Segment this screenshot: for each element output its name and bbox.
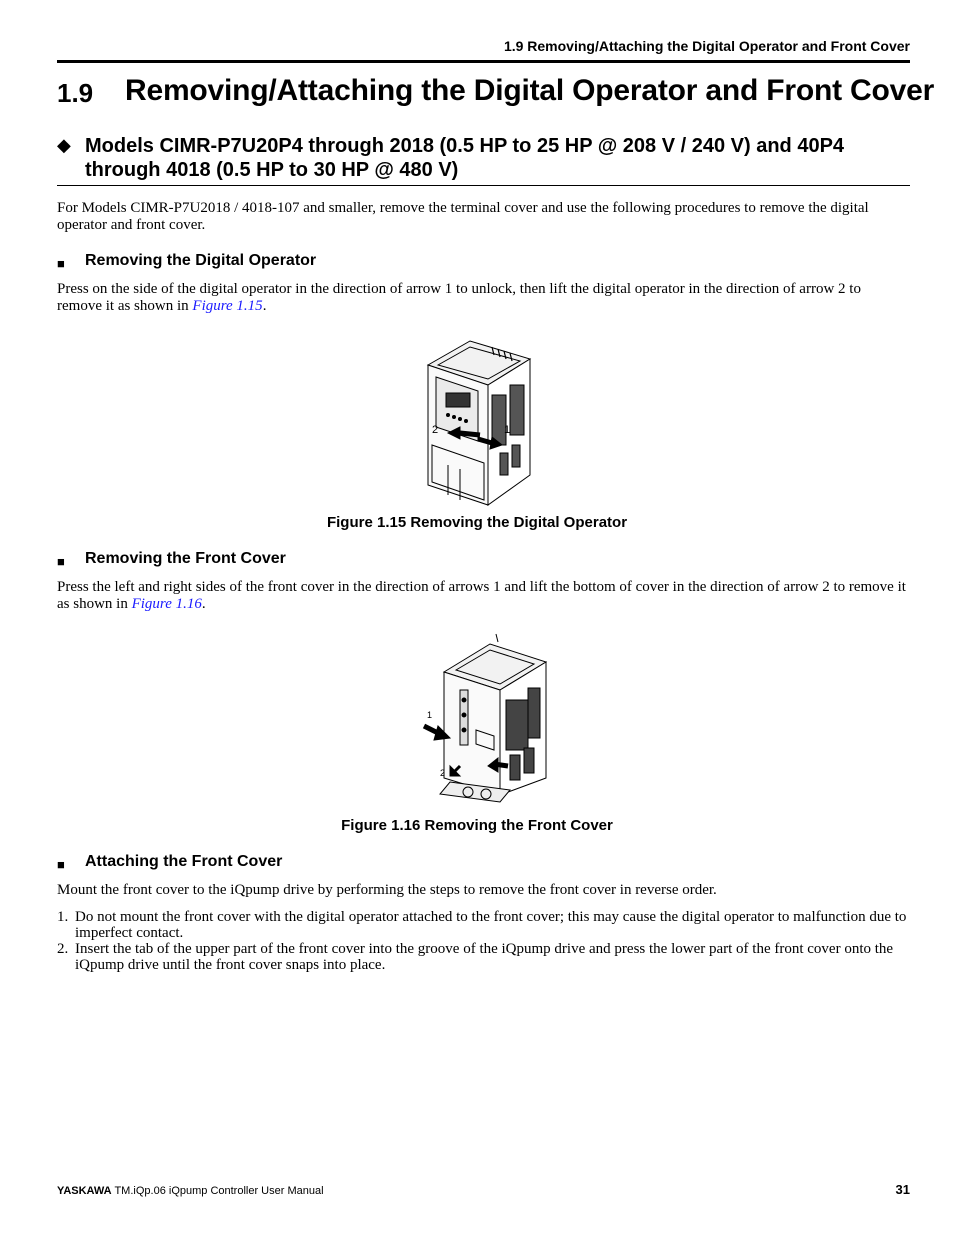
figure-1-15-drive-illustration (420, 335, 540, 510)
subsection-rule (57, 185, 910, 186)
footer-manual-title (57, 1185, 324, 1197)
paragraph-text: Press the left and right sides of the front cover in the direction of arrows 1 and lift the bottom of cover in the direction of arrow 2 to remove it as shown in (57, 579, 906, 612)
step-text: Do not mount the front cover with the digital operator attached to the front cover; this may cause the digital operator to malfunction due to imperfect contact. (75, 909, 907, 941)
paragraph-end: . (201, 596, 206, 612)
page-number: 31 (895, 1182, 910, 1197)
figure-1-16-drive-illustration (420, 630, 555, 805)
figure-1-15-caption: Figure 1.15 Removing the Digital Operator (326, 514, 628, 531)
list-item (57, 909, 910, 941)
square-bullet-icon: ■ (57, 554, 65, 569)
removing-cover-heading: Removing the Front Cover (85, 550, 286, 567)
step-text: Insert the tab of the upper part of the front cover into the groove of the iQpump drive and press the lower part of the front cover onto the iQpump drive until the front cover snaps into place. (75, 941, 894, 973)
attaching-steps-list (57, 909, 910, 973)
square-bullet-icon: ■ (57, 857, 65, 872)
figure-1-16-link[interactable]: Figure 1.16 (131, 596, 202, 612)
figure-1-16-caption: Figure 1.16 Removing the Front Cover (341, 817, 613, 834)
list-item (57, 941, 910, 973)
figure-1-16-arrow-1-label: 1 (427, 710, 433, 720)
figure-1-15-link[interactable]: Figure 1.15 (192, 298, 263, 314)
subsection-title: Models CIMR-P7U20P4 through 2018 (0.5 HP to 25 HP @ 208 V / 240 V) and 40P4 through 4018 (0.5 HP to 30 HP @ 480 V) (85, 135, 845, 181)
figure-1-16-arrow-2-label: 2 (440, 768, 446, 778)
removing-operator-paragraph (57, 281, 907, 315)
removing-operator-heading: Removing the Digital Operator (85, 252, 317, 269)
paragraph-text: Press on the side of the digital operator in the direction of arrow 1 to unlock, then lift the digital operator in the direction of arrow 2 to remove it as shown in (57, 281, 861, 314)
diamond-bullet-icon: ◆ (57, 135, 71, 155)
step-number: 1. (57, 909, 69, 925)
paragraph-end: . (262, 298, 267, 314)
figure-1-15-arrow-2-label: 2 (432, 424, 439, 436)
footer-manual-name: TM.iQp.06 iQpump Controller User Manual (111, 1185, 324, 1197)
attaching-cover-heading: Attaching the Front Cover (85, 853, 283, 870)
running-header: 1.9 Removing/Attaching the Digital Operator and Front Cover (503, 38, 910, 54)
step-number: 2. (57, 941, 69, 957)
section-number: 1.9 (57, 78, 94, 108)
intro-paragraph: For Models CIMR-P7U2018 / 4018-107 and smaller, remove the terminal cover and use the following procedures to remove the digital operator and front cover. (57, 200, 869, 233)
section-title: Removing/Attaching the Digital Operator and Front Cover (125, 74, 935, 107)
removing-cover-paragraph (57, 579, 907, 613)
figure-1-15-arrow-1-label: 1 (504, 424, 511, 436)
attaching-cover-paragraph: Mount the front cover to the iQpump drive by performing the steps to remove the front cover in reverse order. (57, 882, 717, 898)
footer-brand: YASKAWA (57, 1185, 112, 1197)
header-rule (57, 60, 910, 63)
square-bullet-icon: ■ (57, 256, 65, 271)
